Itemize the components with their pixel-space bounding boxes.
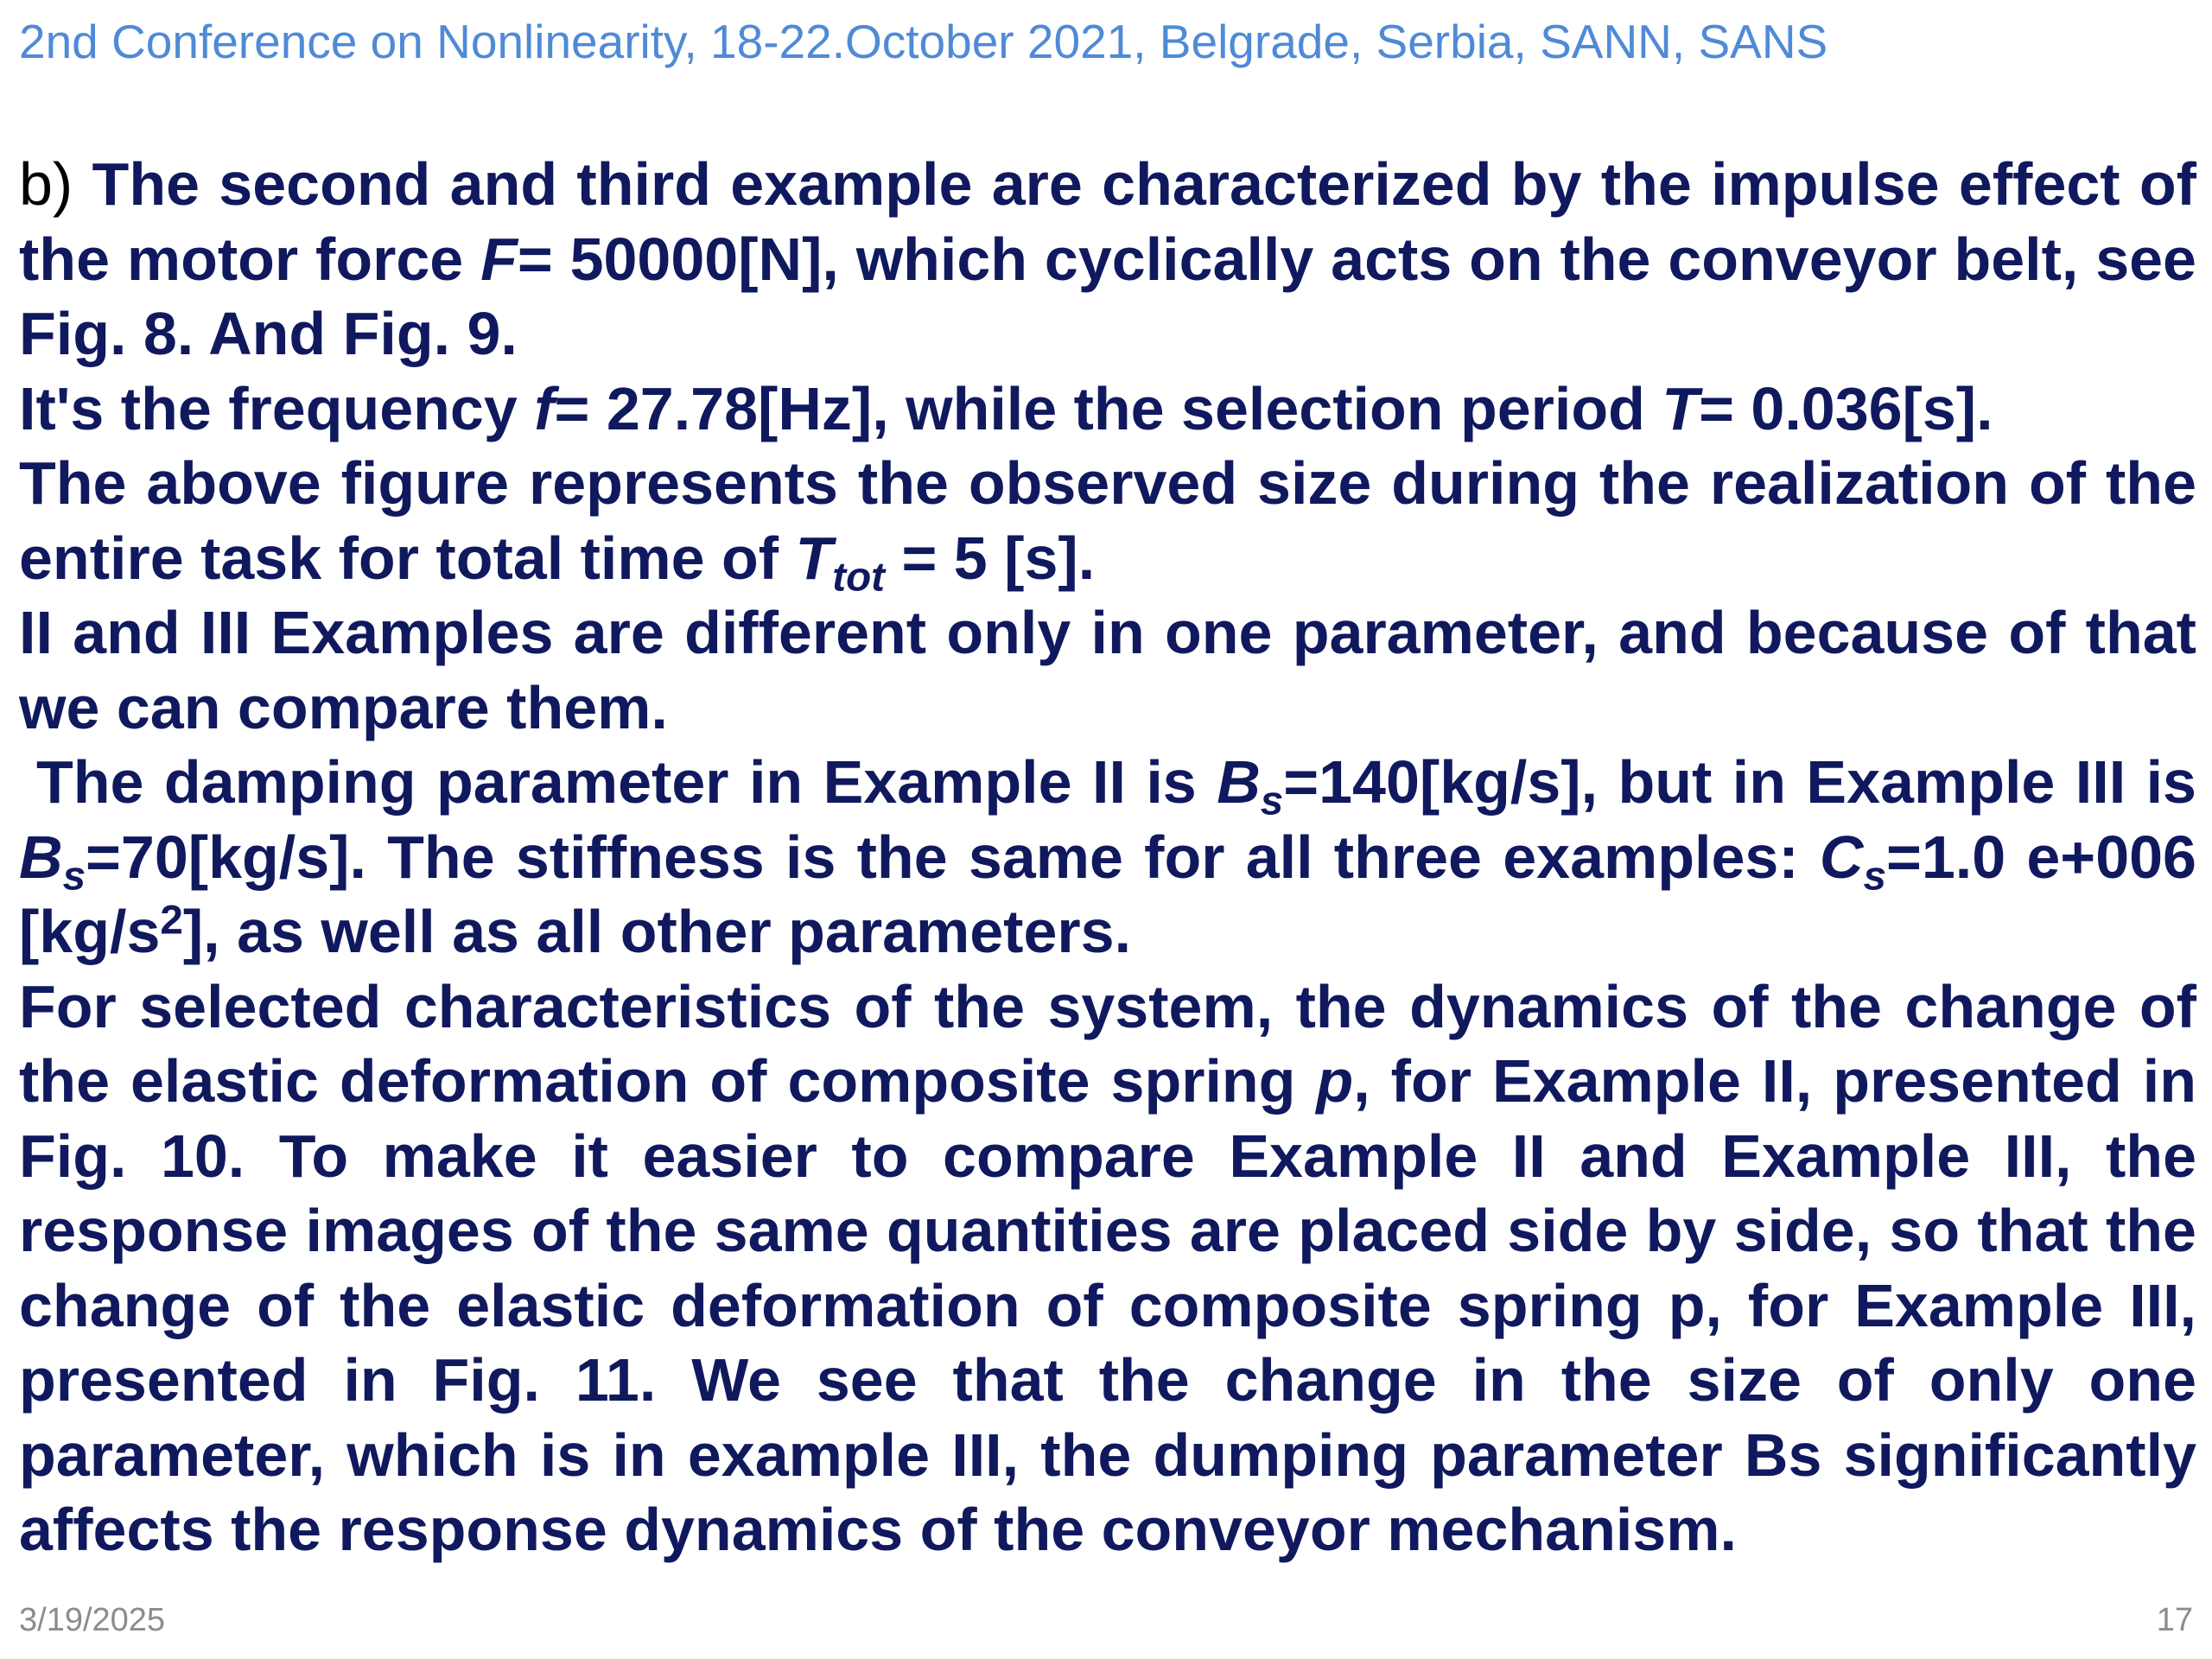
symbol-T-tot: $T_{tot}$ <box>795 524 886 600</box>
superscript: 2 <box>160 897 183 944</box>
text-run: = 27.78[Hz], while the selection period <box>554 374 1662 442</box>
slide-body <box>19 147 2196 1567</box>
text-run: It's the frequency <box>19 374 535 442</box>
text-run: ], as well as all other parameters. <box>182 898 1132 965</box>
text-run: For selected characteristics of the system, the dynamics of the change of the elastic deformation of composite spring <box>19 972 2196 1115</box>
footer-date: 3/19/2025 <box>19 1602 166 1638</box>
paragraph-spring-deformation <box>19 969 2196 1567</box>
text-run: = 5 [s]. <box>885 524 1096 592</box>
symbol-F: F <box>480 225 518 293</box>
conference-header: 2nd Conference on Nonlinearity, 18-22.October 2021, Belgrade, Serbia, SANN, SANS <box>19 15 1828 68</box>
symbol-Bs: $B_s$ <box>1217 748 1284 824</box>
text-run: II and III Examples are different only in one parameter, and because of that we can compare them. <box>19 599 2196 741</box>
symbol-p: p <box>1316 1047 1354 1115</box>
text-run: =70[kg/s]. The stiffness is the same for all three examples: <box>86 823 1820 891</box>
item-label: b) <box>19 150 73 218</box>
page-number: 17 <box>2156 1602 2193 1638</box>
text-run: =1.0 e+006 [kg/s <box>19 823 2196 965</box>
symbol-Cs: $C_s$ <box>1819 823 1886 899</box>
paragraph-total-time <box>19 446 2196 600</box>
text-run: = 50000[N], which cyclically acts on the conveyor belt, see Fig. 8. And Fig. 9. <box>19 225 2196 367</box>
symbol-f: f <box>534 374 555 442</box>
text-run: , for Example II, presented in Fig. 10. To make it easier to compare Example II and Example III, the response images of the same quantities are placed side by side, so that the change of the elastic deformation of composite spring p, for Example III, presented in Fig. 11. We see that the change in the size of only one parameter, which is in example III, the dumping parameter Bs significantly affects the response dynamics of the conveyor mechanism. <box>19 1047 2196 1563</box>
paragraph-examples-compare <box>19 595 2196 745</box>
paragraph-impulse-effect <box>19 147 2196 372</box>
text-run: The above figure represents the observed size during the realization of the entire task for total time of <box>19 449 2196 592</box>
text-run: The damping parameter in Example II is <box>36 748 1217 816</box>
paragraph-frequency <box>19 372 2196 447</box>
symbol-T: T <box>1662 374 1700 442</box>
text-run: =140[kg/s], but in Example III is <box>1283 748 2196 816</box>
text-run: The second and third example are characterized by the impulse effect of the motor force <box>19 150 2196 293</box>
paragraph-damping <box>19 745 2196 969</box>
symbol-Bs: $B_s$ <box>19 823 86 899</box>
text-run: = 0.036[s]. <box>1699 374 1993 442</box>
